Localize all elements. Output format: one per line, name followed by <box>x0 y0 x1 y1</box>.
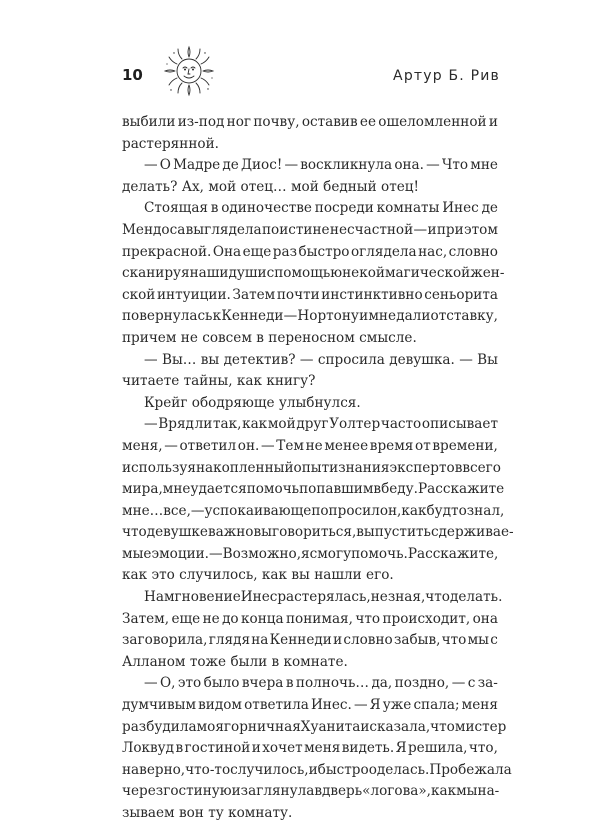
page-number: 10 <box>122 66 143 84</box>
text-line: мира, мне удается помочь попавшим в беду. Расскажите <box>122 481 505 498</box>
text-line: как это случилось, как вы нашли его. <box>122 567 394 584</box>
text-line: мые эмоции. — Возможно, я смогу помочь. Расскажите, <box>122 545 499 562</box>
text-line: Стоящая в одиночестве посреди комнаты Инес де <box>144 200 498 217</box>
text-line: повернулась к Кеннеди — Нортону и мне дали отставку, <box>122 308 498 325</box>
text-line: Мендоса выглядела поистине несчастной — и при этом <box>122 221 498 238</box>
text-line: причем не совсем в переносном смысле. <box>122 329 417 346</box>
text-line: — Вряд ли так, как мой друг Уолтер часто описывает <box>144 416 498 433</box>
text-line: растерянной. <box>122 135 219 152</box>
text-line: Локвуд в гостиной и хочет меня видеть. Я решила, что, <box>122 740 498 757</box>
text-line: На мгновение Инес растерялась, не зная, что делать. <box>144 589 503 606</box>
text-line: заговорила, глядя на Кеннеди и словно забыв, что мы с <box>122 632 498 649</box>
text-line: используя накопленный опыт и знания экспертов всего <box>122 459 501 476</box>
text-line: делать? Ах, мой отец… мой бедный отец! <box>122 178 419 195</box>
text-line: Затем, еще не до конца понимая, что происходит, она <box>122 610 498 627</box>
text-line: выбили из-под ног почву, оставив ее ошеломленной и <box>122 114 498 130</box>
text-line: ской интуиции. Затем почти инстинктивно сеньорита <box>122 286 498 303</box>
text-line: зываем вон ту комнату. <box>122 805 293 821</box>
text-line: — Вы… вы детектив? — спросила девушка. — Вы <box>144 351 498 368</box>
running-head: Артур Б. Рив <box>393 68 500 84</box>
text-line: сканируя наши души с помощью некой магической жен- <box>122 265 505 282</box>
text-line: мне… все, — успокаивающе попросил он, как будто знал, <box>122 502 505 519</box>
text-line: — О, это было вчера в полночь… да, поздно, — с за- <box>144 675 498 692</box>
text-line: Крейг ободряюще улыбнулся. <box>144 394 361 411</box>
text-line: Алланом тоже были в комнате. <box>122 653 348 670</box>
text-line: разбудила моя горничная Хуанита и сказала, что мистер <box>122 718 507 735</box>
text-line: прекрасной. Она еще раз быстро оглядела нас, словно <box>122 243 498 260</box>
text-line: наверно, что-то случилось, и быстро оделась. Пробежала <box>122 761 512 778</box>
text-line: меня, — ответил он. — Тем не менее время от времени, <box>122 437 498 454</box>
text-line: что девушке важно выговориться, выпустить сдерживае- <box>122 524 514 541</box>
body-text <box>122 112 514 825</box>
text-line: думчивым видом ответила Инес. — Я уже спала; меня <box>122 697 498 714</box>
text-line: — О Мадре де Диос! — воскликнула она. — Что мне <box>144 157 498 174</box>
text-line: читаете тайны, как книгу? <box>122 373 316 390</box>
sun-face-icon <box>162 44 216 98</box>
text-line: через гостиную и заглянула в дверь «логова», как мы на- <box>122 783 500 800</box>
